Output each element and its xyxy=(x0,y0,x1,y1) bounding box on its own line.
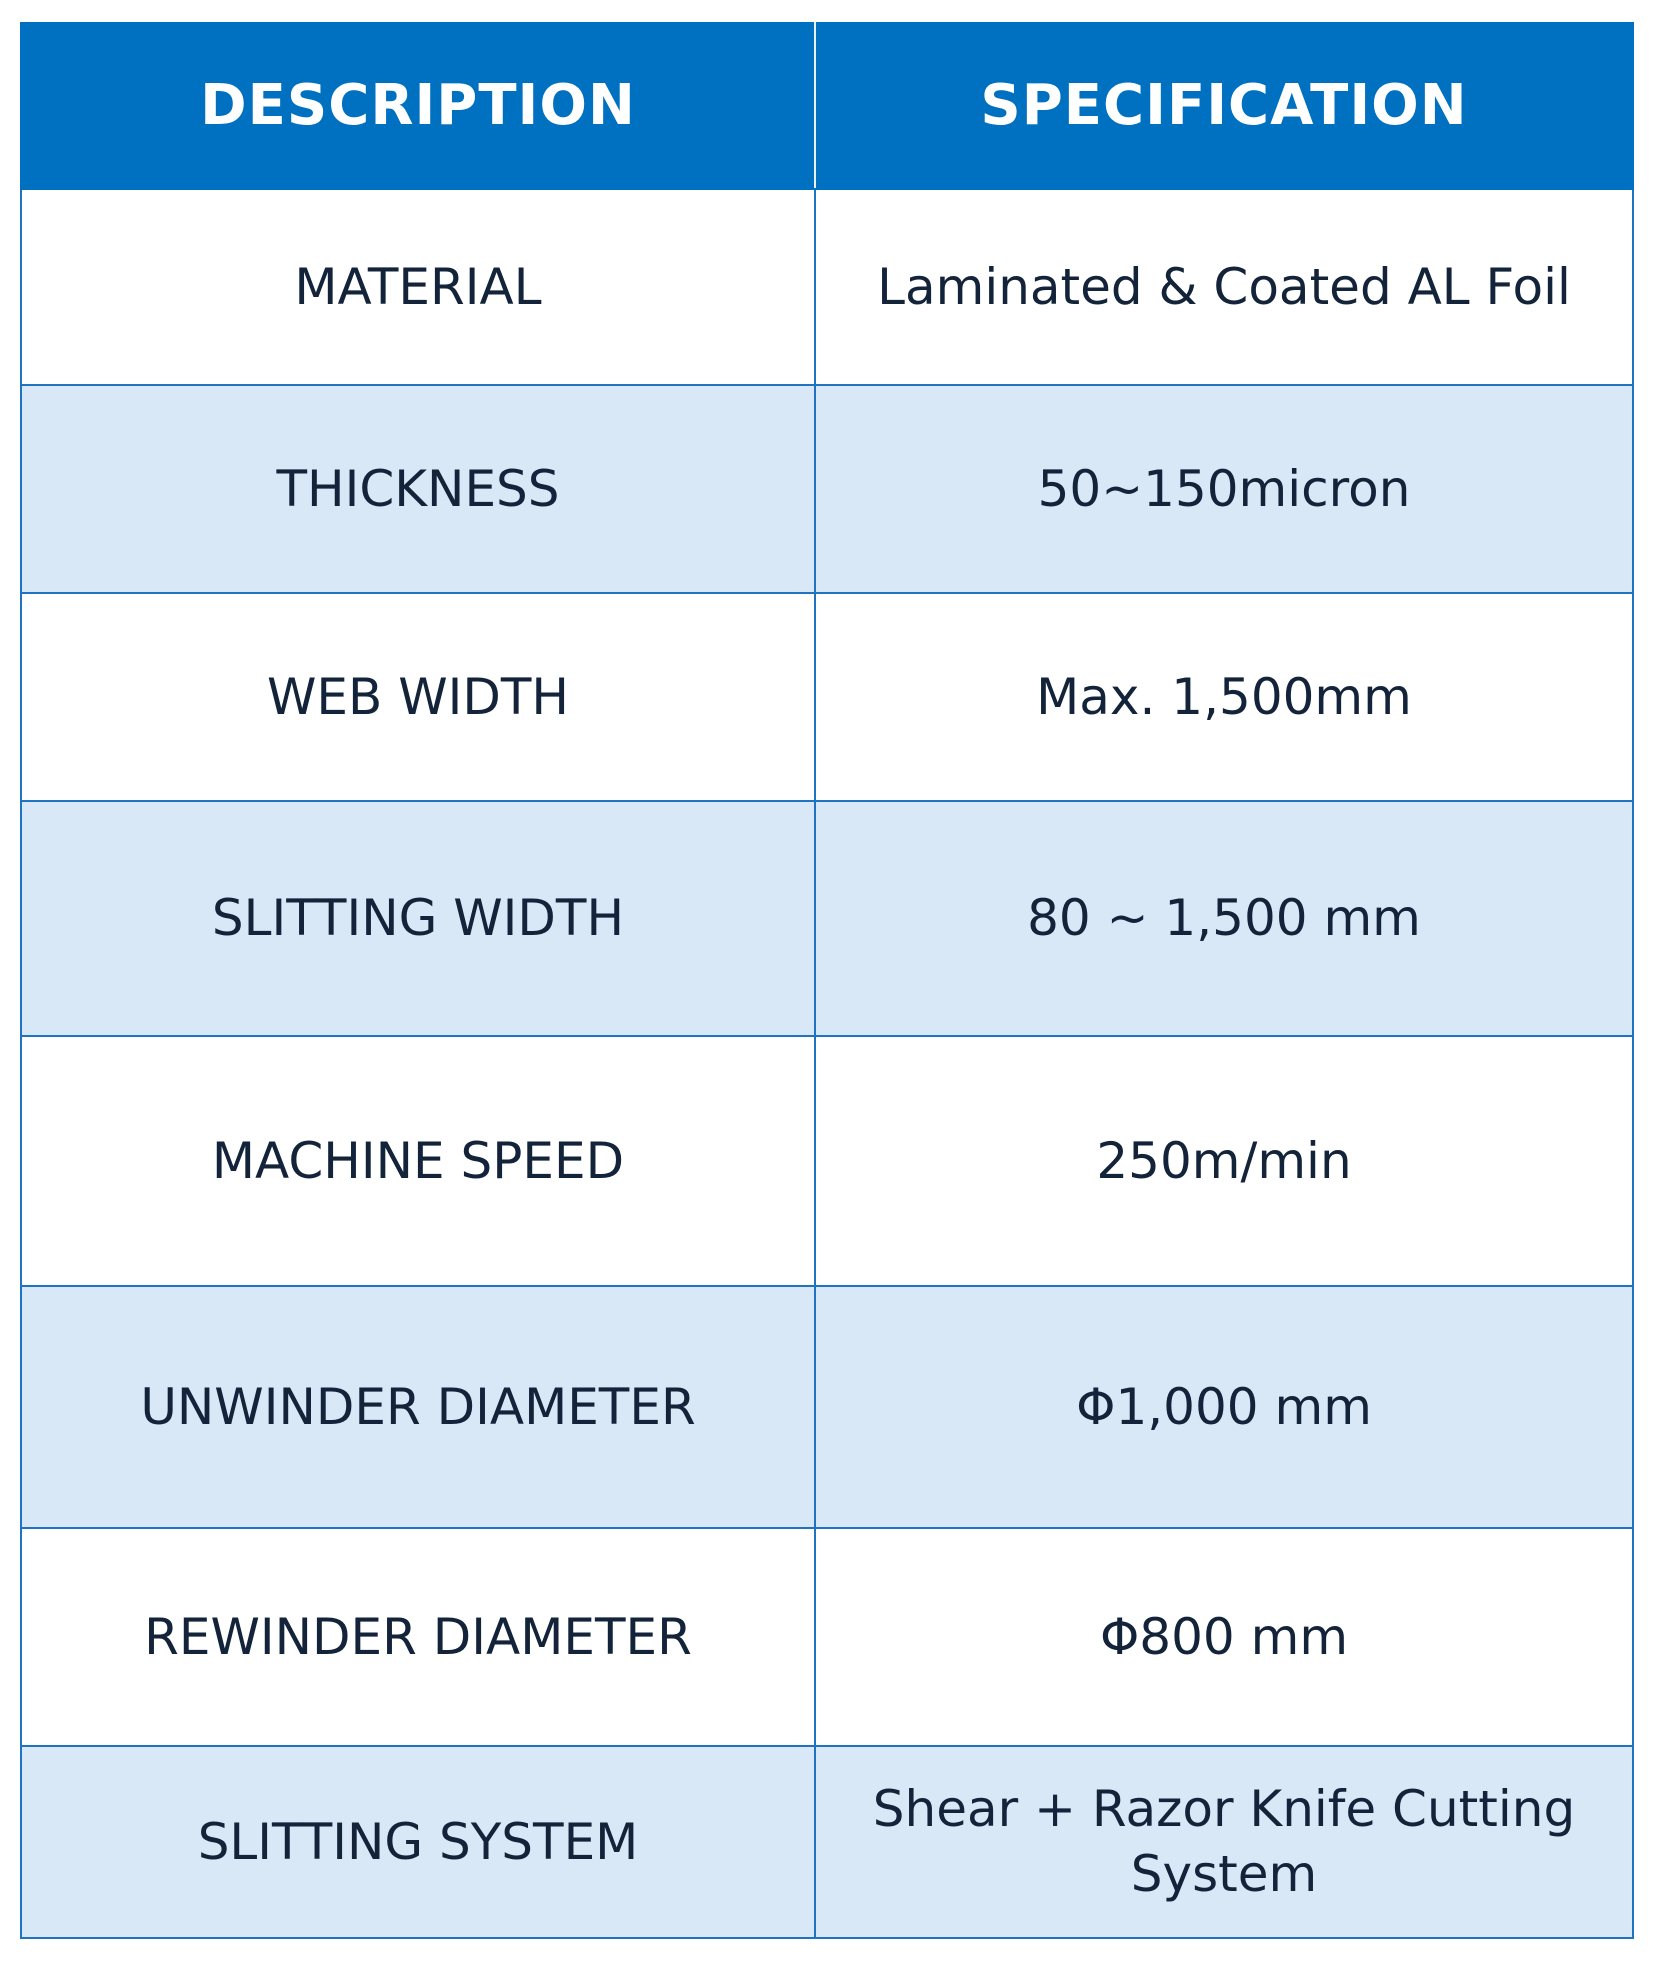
table-row xyxy=(21,801,1633,1036)
table-row xyxy=(21,1036,1633,1286)
row-specification: Laminated & Coated AL Foil xyxy=(815,189,1633,385)
table-header-row xyxy=(21,23,1633,189)
row-description: MACHINE SPEED xyxy=(21,1036,815,1286)
table-row xyxy=(21,189,1633,385)
row-description: SLITTING WIDTH xyxy=(21,801,815,1036)
table-row xyxy=(21,385,1633,593)
header-specification: SPECIFICATION xyxy=(815,23,1633,189)
row-specification: 50~150micron xyxy=(815,385,1633,593)
row-specification: Max. 1,500mm xyxy=(815,593,1633,801)
header-description: DESCRIPTION xyxy=(21,23,815,189)
row-description: UNWINDER DIAMETER xyxy=(21,1286,815,1528)
row-description: SLITTING SYSTEM xyxy=(21,1746,815,1938)
row-description: REWINDER DIAMETER xyxy=(21,1528,815,1746)
table-row xyxy=(21,1528,1633,1746)
spec-table xyxy=(20,22,1634,1939)
row-specification: 250m/min xyxy=(815,1036,1633,1286)
row-description: MATERIAL xyxy=(21,189,815,385)
table-row xyxy=(21,1286,1633,1528)
row-specification: Φ800 mm xyxy=(815,1528,1633,1746)
table-row xyxy=(21,593,1633,801)
row-specification: 80 ~ 1,500 mm xyxy=(815,801,1633,1036)
table-row xyxy=(21,1746,1633,1938)
row-description: WEB WIDTH xyxy=(21,593,815,801)
row-description: THICKNESS xyxy=(21,385,815,593)
row-specification: Φ1,000 mm xyxy=(815,1286,1633,1528)
row-specification: Shear + Razor Knife Cutting System xyxy=(815,1746,1633,1938)
